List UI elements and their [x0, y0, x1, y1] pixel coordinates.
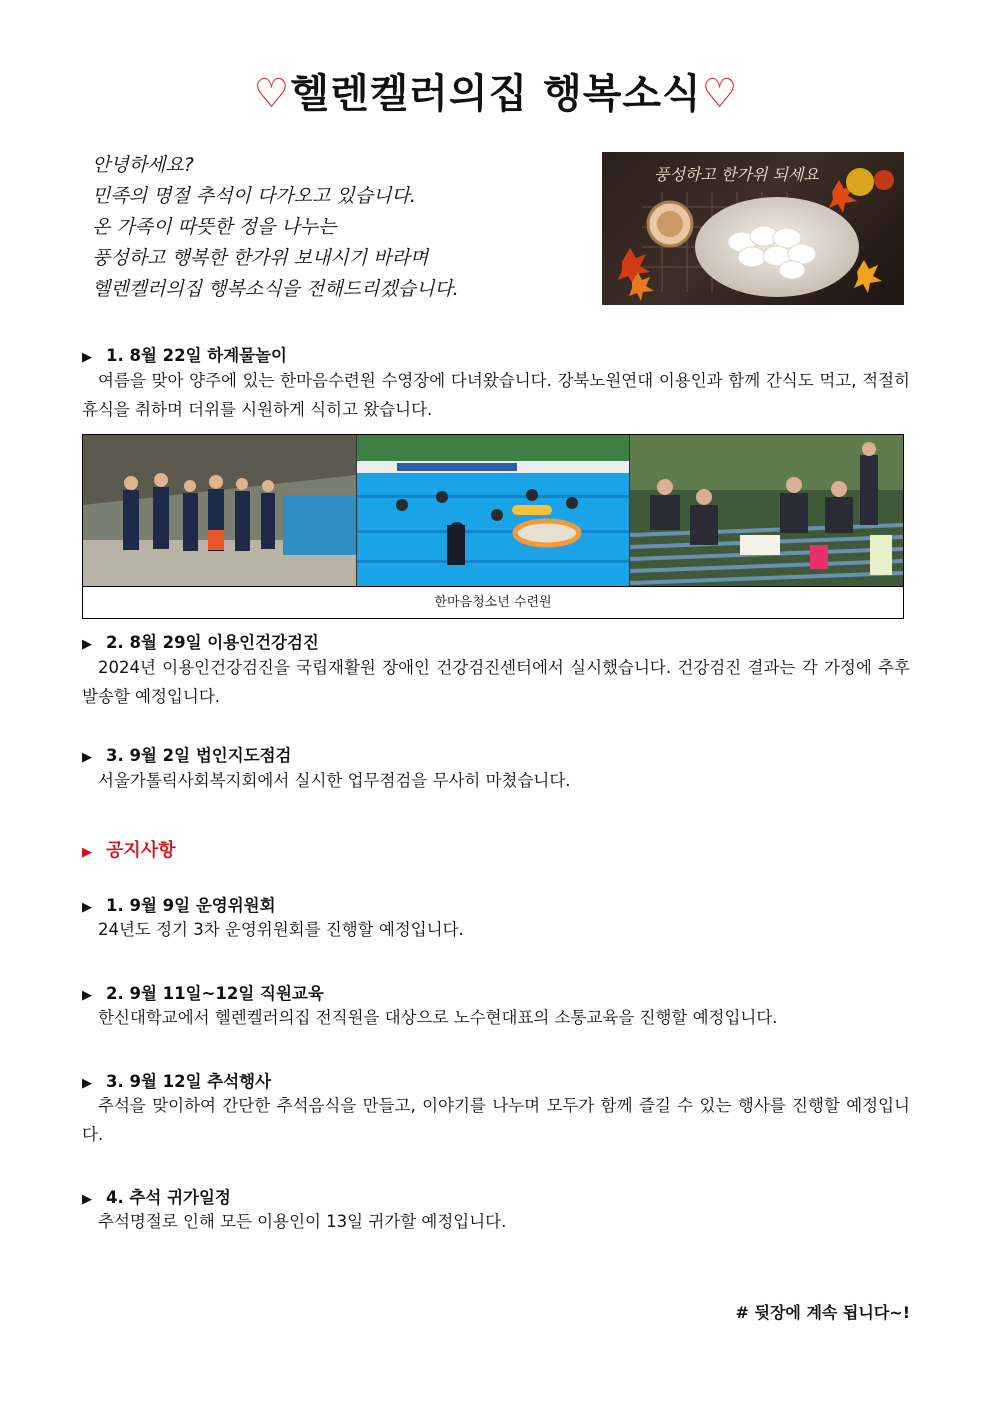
calligraphy-text: 풍성하고 한가위 되세요 — [654, 165, 819, 184]
notice-item-heading-text: 2. 9월 11일~12일 직원교육 — [106, 984, 324, 1003]
notice-item-heading-3 — [82, 1068, 271, 1092]
chuseok-image — [602, 152, 904, 305]
photo-picnic — [630, 435, 903, 586]
notice-item-heading-2 — [82, 980, 324, 1004]
bullet-arrow-icon: ▶ — [82, 988, 92, 1003]
greeting-line: 헬렌켈러의집 행복소식을 전해드리겠습니다. — [92, 278, 459, 300]
photo-swimming-pool — [357, 435, 631, 586]
greeting-line: 민족의 명절 추석이 다가오고 있습니다. — [92, 185, 416, 207]
news-heading-3 — [82, 742, 291, 766]
notice-heading — [82, 836, 176, 862]
notice-item-body-1: 24년도 정기 3차 운영위원회를 진행할 예정입니다. — [98, 920, 464, 939]
news-heading-1 — [82, 342, 287, 366]
photo-strip — [82, 434, 904, 619]
heart-right-icon: ♡ — [701, 71, 739, 117]
greeting-line: 온 가족이 따뜻한 정을 나누는 — [92, 216, 337, 238]
pool-photo-image — [357, 435, 630, 586]
greeting-line: 풍성하고 행복한 한가위 보내시기 바라며 — [92, 247, 429, 269]
greeting-line: 안녕하세요? — [92, 154, 194, 176]
notice-item-heading-4 — [82, 1184, 231, 1208]
notice-item-heading-1 — [82, 892, 276, 916]
news-body-1: 여름을 맞아 양주에 있는 한마음수련원 수영장에 다녀왔습니다. 강북노원연대 이용인과 함께 간식도 먹고, 적절히 휴식을 취하며 더위를 시원하게 식히고 왔습니다. — [82, 371, 910, 419]
news-heading-text: 3. 9월 2일 법인지도점검 — [106, 746, 292, 765]
news-heading-text: 2. 8월 29일 이용인건강검진 — [106, 633, 319, 652]
bullet-arrow-icon: ▶ — [82, 637, 92, 652]
notice-item-heading-text: 4. 추석 귀가일정 — [106, 1188, 231, 1207]
bullet-arrow-icon: ▶ — [82, 845, 92, 860]
continue-note: # 뒷장에 계속 됩니다~! — [735, 1303, 910, 1322]
title-text: 헬렌켈러의집 행복소식 — [290, 71, 702, 117]
news-body-2: 2024년 이용인건강검진을 국립재활원 장애인 건강검진센터에서 실시했습니다. 건강검진 결과는 각 가정에 추후 발송할 예정입니다. — [82, 658, 910, 706]
notice-item-body-4: 추석명절로 인해 모든 이용인이 13일 귀가할 예정입니다. — [98, 1212, 507, 1231]
bullet-arrow-icon: ▶ — [82, 350, 92, 365]
notice-item-heading-text: 3. 9월 12일 추석행사 — [106, 1072, 272, 1091]
bullet-arrow-icon: ▶ — [82, 750, 92, 765]
bullet-arrow-icon: ▶ — [82, 1076, 92, 1091]
photo-poolside-group — [83, 435, 357, 586]
notice-item-body-2: 한신대학교에서 헬렌켈러의집 전직원을 대상으로 노수현대표의 소통교육을 진행할 예정입니다. — [98, 1008, 778, 1027]
notice-item-body-3: 추석을 맞이하여 간단한 추석음식을 만들고, 이야기를 나누며 모두가 함께 즐길 수 있는 행사를 진행할 예정입니다. — [82, 1096, 910, 1144]
picnic-photo-image — [630, 435, 903, 586]
photo-caption: 한마음청소년 수련원 — [83, 586, 903, 619]
chuseok-illustration — [602, 152, 904, 305]
page-title — [0, 62, 992, 119]
greeting-block — [92, 150, 592, 305]
bullet-arrow-icon: ▶ — [82, 1192, 92, 1207]
notice-item-heading-text: 1. 9월 9일 운영위원회 — [106, 896, 276, 915]
news-heading-text: 1. 8월 22일 하계물놀이 — [106, 346, 287, 365]
news-heading-2 — [82, 629, 319, 653]
news-body-3: 서울가톨릭사회복지회에서 실시한 업무점검을 무사히 마쳤습니다. — [98, 771, 571, 790]
photo-row — [83, 435, 903, 586]
notice-heading-text: 공지사항 — [106, 840, 176, 861]
bullet-arrow-icon: ▶ — [82, 900, 92, 915]
heart-left-icon: ♡ — [253, 71, 291, 117]
poolside-photo-image — [83, 435, 356, 586]
